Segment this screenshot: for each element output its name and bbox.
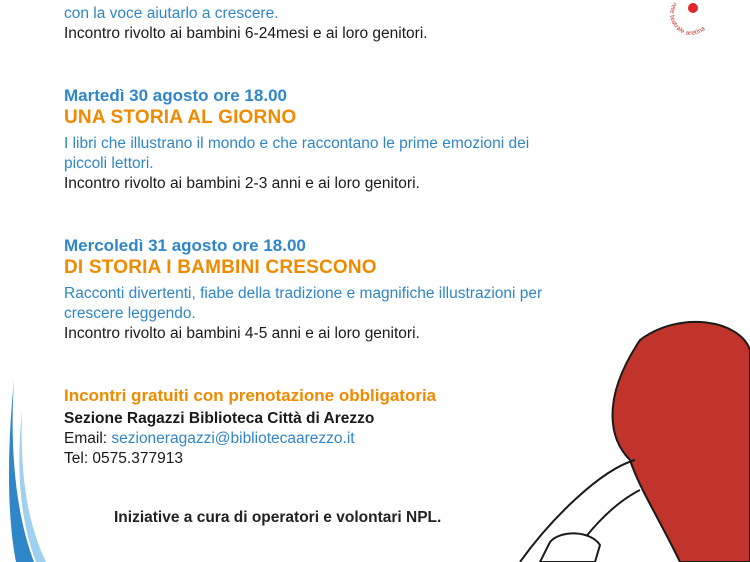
blue-swoosh-decoration (0, 370, 60, 562)
intro-description: con la voce aiutarlo a crescere. (64, 5, 279, 22)
event-1-date: Martedì 30 agosto ore 18.00 (64, 86, 287, 105)
event-2-audience: Incontro rivolto ai bambini 4-5 anni e ai loro genitori. (64, 325, 420, 342)
email-row (64, 429, 355, 449)
telephone: Tel: 0575.377913 (64, 450, 183, 467)
footer-note: Iniziative a cura di operatori e volontari NPL. (114, 509, 442, 526)
event-1-audience: Incontro rivolto ai bambini 2-3 anni e ai loro genitori. (64, 175, 420, 192)
event-2-description-line-1: Racconti divertenti, fiabe della tradizione e magnifiche illustrazioni per (64, 285, 543, 302)
organization-name: Sezione Ragazzi Biblioteca Città di Arezzo (64, 410, 375, 427)
red-heart-illustration (490, 290, 750, 562)
event-2-date: Mercoledì 31 agosto ore 18.00 (64, 236, 306, 255)
svg-text:rete teatrale aretina: rete teatrale aretina (668, 0, 707, 36)
event-2-description-line-2: crescere leggendo. (64, 305, 196, 322)
intro-audience: Incontro rivolto ai bambini 6-24mesi e ai loro genitori. (64, 25, 428, 42)
booking-notice: Incontri gratuiti con prenotazione obbligatoria (64, 386, 437, 405)
event-2-title: DI STORIA I BAMBINI CRESCONO (64, 257, 377, 278)
event-1-description-line-1: I libri che illustrano il mondo e che raccontano le prime emozioni dei (64, 135, 530, 152)
email-link[interactable]: sezioneragazzi@bibliotecaarezzo.it (111, 430, 355, 447)
event-1-description-line-2: piccoli lettori. (64, 155, 154, 172)
event-1-title: UNA STORIA AL GIORNO (64, 107, 297, 128)
email-label: Email: (64, 430, 112, 447)
rete-teatrale-aretina-logo (664, 0, 714, 36)
